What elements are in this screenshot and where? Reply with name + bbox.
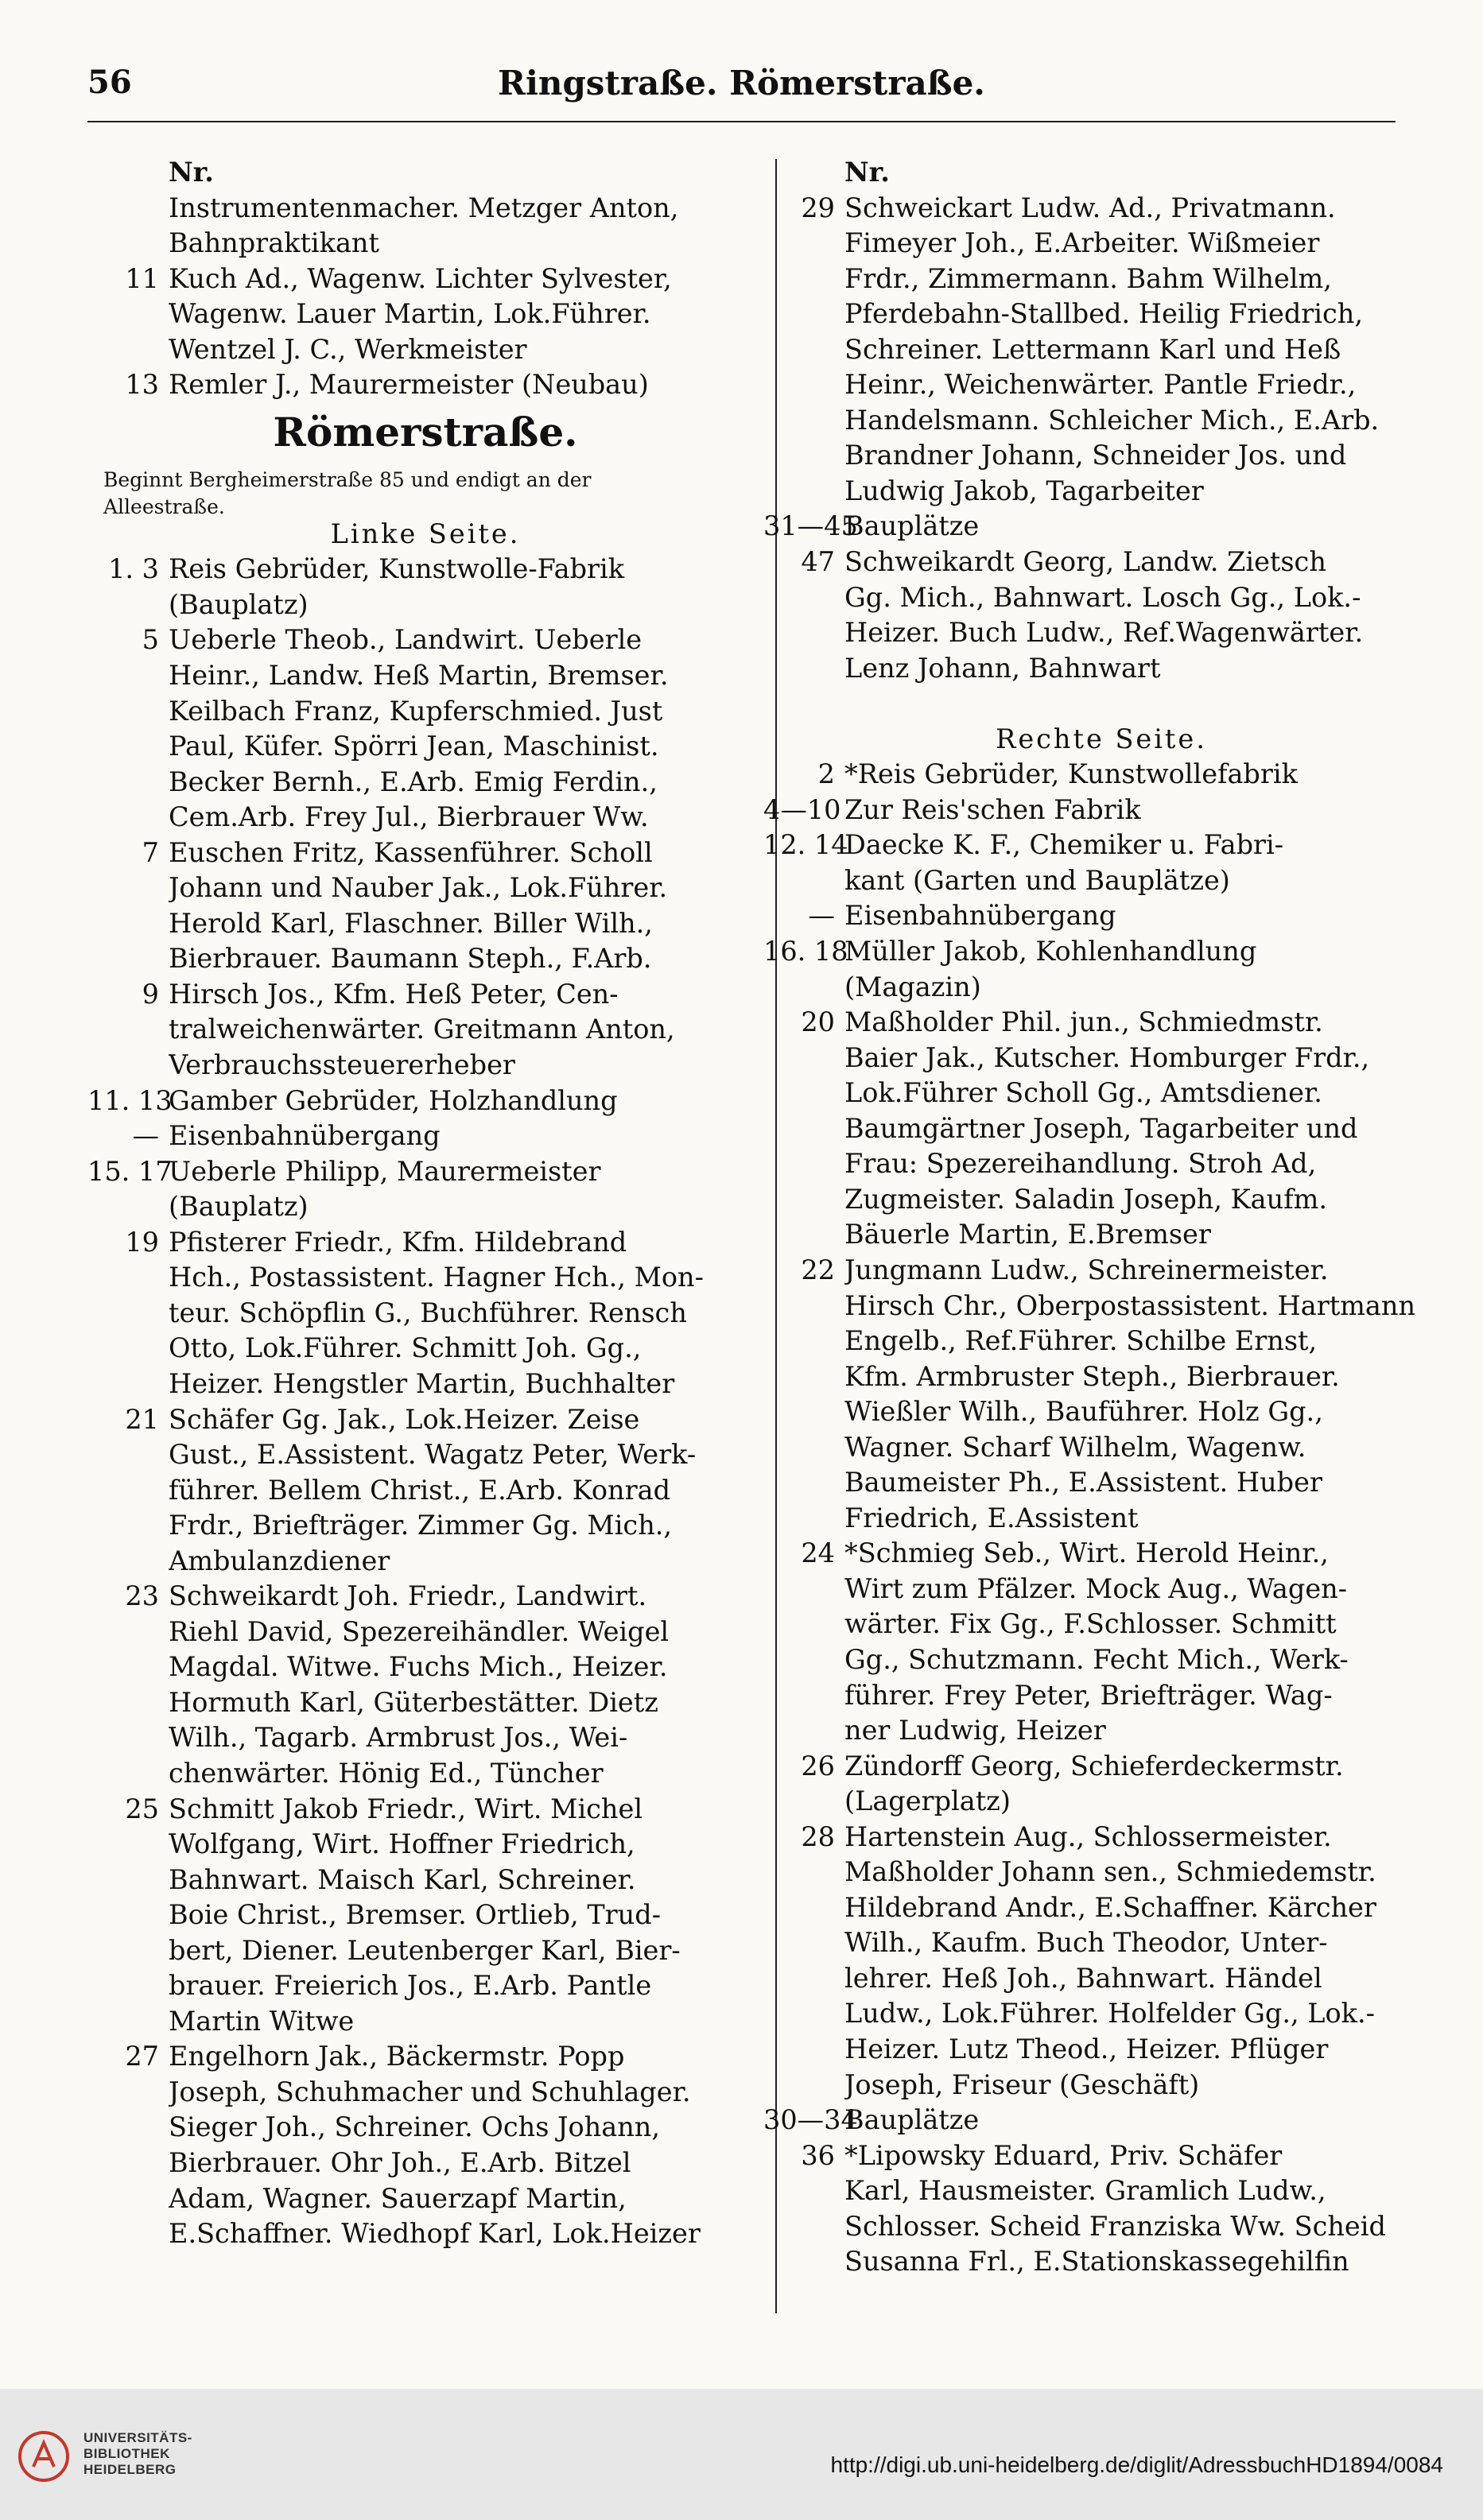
entry-text: Keilbach Franz, Kupferschmied. Just xyxy=(169,695,663,727)
directory-line xyxy=(763,332,1439,368)
entry-text: Ueberle Philipp, Maurermeister xyxy=(169,1155,601,1187)
directory-line xyxy=(763,863,1439,899)
directory-line xyxy=(87,870,763,906)
library-name-line3: HEIDELBERG xyxy=(83,2462,177,2477)
directory-line xyxy=(763,2209,1439,2245)
directory-line xyxy=(87,906,763,942)
side-heading: Rechte Seite. xyxy=(996,723,1207,754)
entry-text: Gg., Schutzmann. Fecht Mich., Werk- xyxy=(844,1643,1349,1675)
directory-line xyxy=(763,1607,1439,1642)
entry-text: Otto, Lok.Führer. Schmitt Joh. Gg., xyxy=(169,1332,642,1364)
entry-text: Eisenbahnübergang xyxy=(844,900,1116,932)
house-number: 22 xyxy=(801,1254,835,1285)
entry-text: Johann und Nauber Jak., Lok.Führer. xyxy=(169,872,668,904)
directory-line xyxy=(763,1925,1439,1961)
entry-text: Fimeyer Joh., E.Arbeiter. Wißmeier xyxy=(844,227,1320,259)
source-url-link[interactable]: http://digi.ub.uni-heidelberg.de/diglit/AdressbuchHD1894/0084 xyxy=(830,2452,1443,2477)
directory-line xyxy=(87,2004,763,2040)
entry-text: Hormuth Karl, Güterbestätter. Dietz xyxy=(169,1686,658,1718)
house-number: 20 xyxy=(801,1006,835,1038)
entry-text: Nr. xyxy=(844,157,890,188)
entry-text: Boie Christ., Bremser. Ortlieb, Trud- xyxy=(169,1899,662,1931)
directory-line xyxy=(763,1430,1439,1466)
directory-line xyxy=(87,765,763,801)
university-seal-icon xyxy=(16,2429,72,2484)
directory-line xyxy=(87,729,763,765)
directory-line xyxy=(87,1118,763,1154)
entry-text: Bauplätze xyxy=(844,510,980,542)
house-number: 30—34 xyxy=(763,2104,858,2136)
entry-text: Wirt zum Pfälzer. Mock Aug., Wagen- xyxy=(844,1572,1348,1604)
directory-line xyxy=(87,2216,763,2252)
entry-text: Remler J., Maurermeister (Neubau) xyxy=(169,369,649,401)
entry-text: (Magazin) xyxy=(844,971,981,1002)
directory-line xyxy=(87,1827,763,1863)
directory-line xyxy=(87,1579,763,1615)
entry-text: Zündorff Georg, Schieferdeckermstr. xyxy=(844,1750,1344,1781)
directory-line xyxy=(763,403,1439,439)
directory-line xyxy=(87,835,763,871)
house-number: 25 xyxy=(125,1793,159,1824)
page-header xyxy=(87,64,1396,111)
directory-line xyxy=(87,226,763,262)
entry-text: bert, Diener. Leutenberger Karl, Bier- xyxy=(169,1934,681,1966)
entry-text: tralweichenwärter. Greitmann Anton, xyxy=(169,1014,675,1045)
directory-line xyxy=(87,1154,763,1190)
entry-text: Ludw., Lok.Führer. Holfelder Gg., Lok.- xyxy=(844,1998,1375,2030)
directory-line xyxy=(763,1572,1439,1607)
entry-text: Eisenbahnübergang xyxy=(169,1120,441,1152)
house-number: 1. 3 xyxy=(108,553,159,585)
entry-text: Frdr., Briefträger. Zimmer Gg. Mich., xyxy=(169,1510,673,1541)
directory-line xyxy=(763,509,1439,545)
house-number: 19 xyxy=(125,1226,159,1258)
house-number: 47 xyxy=(801,546,835,578)
library-name-line1: UNIVERSITÄTS- xyxy=(83,2430,192,2445)
entry-text: Heizer. Buch Ludw., Ref.Wagenwärter. xyxy=(844,617,1364,649)
entry-text: Wießler Wilh., Bauführer. Holz Gg., xyxy=(844,1396,1323,1428)
directory-line xyxy=(763,1855,1439,1890)
directory-line xyxy=(87,694,763,730)
entry-text: Schmitt Jakob Friedr., Wirt. Michel xyxy=(169,1793,643,1824)
directory-line xyxy=(763,1536,1439,1572)
entry-text: Karl, Hausmeister. Gramlich Ludw., xyxy=(844,2175,1326,2207)
directory-line xyxy=(87,1402,763,1438)
entry-text: Hildebrand Andr., E.Schaffner. Kärcher xyxy=(844,1891,1376,1923)
directory-line xyxy=(763,934,1439,970)
directory-line xyxy=(763,2068,1439,2103)
directory-line xyxy=(763,1642,1439,1678)
directory-line xyxy=(87,800,763,835)
entry-text: Verbrauchssteuererheber xyxy=(169,1049,515,1081)
directory-line xyxy=(87,1544,763,1580)
house-number: 26 xyxy=(801,1750,835,1781)
directory-line xyxy=(763,1465,1439,1501)
directory-line xyxy=(763,2103,1439,2138)
directory-line xyxy=(763,1005,1439,1041)
house-number: 5 xyxy=(142,624,159,656)
directory-line xyxy=(763,474,1439,510)
directory-line xyxy=(763,1890,1439,1926)
entry-text: Ambulanzdiener xyxy=(169,1545,390,1576)
directory-line xyxy=(763,1041,1439,1076)
entry-text: Schreiner. Lettermann Karl und Heß xyxy=(844,333,1341,365)
directory-line xyxy=(87,587,763,623)
entry-text: Lok.Führer Scholl Gg., Amtsdiener. xyxy=(844,1077,1322,1109)
directory-line xyxy=(87,1012,763,1048)
directory-line xyxy=(87,1225,763,1261)
entry-text: Wilh., Kaufm. Buch Theodor, Unter- xyxy=(844,1927,1328,1959)
entry-text: Lenz Johann, Bahnwart xyxy=(844,652,1161,684)
entry-text: chenwärter. Hönig Ed., Tüncher xyxy=(169,1757,604,1789)
footer-bar xyxy=(0,2389,1483,2520)
entry-text: Paul, Küfer. Spörri Jean, Maschinist. xyxy=(169,731,659,762)
directory-line xyxy=(763,580,1439,616)
directory-line xyxy=(87,658,763,694)
directory-line xyxy=(87,1720,763,1756)
entry-text: führer. Bellem Christ., E.Arb. Konrad xyxy=(169,1474,671,1506)
entry-text: (Bauplatz) xyxy=(169,1191,309,1223)
house-number: 13 xyxy=(125,369,159,401)
side-heading: Linke Seite. xyxy=(330,518,521,549)
directory-line xyxy=(87,1792,763,1828)
house-number: 28 xyxy=(801,1820,835,1852)
directory-line xyxy=(763,2173,1439,2209)
directory-line xyxy=(763,297,1439,332)
entry-text: Heizer. Lutz Theod., Heizer. Pflüger xyxy=(844,2033,1329,2064)
house-number: 16. 18 xyxy=(763,936,848,967)
directory-line xyxy=(763,191,1439,227)
directory-line xyxy=(763,1217,1439,1253)
directory-line xyxy=(87,1508,763,1544)
entry-text: Susanna Frl., E.Stationskassegehilfin xyxy=(844,2246,1349,2278)
directory-line xyxy=(87,941,763,977)
entry-text: Baumeister Ph., E.Assistent. Huber xyxy=(844,1467,1322,1498)
house-number: 31—45 xyxy=(763,510,858,542)
entry-text: Pfisterer Friedr., Kfm. Hildebrand xyxy=(169,1226,627,1258)
entry-text: führer. Frey Peter, Briefträger. Wag- xyxy=(844,1679,1333,1711)
entry-text: Wagner. Scharf Wilhelm, Wagenw. xyxy=(844,1431,1306,1463)
entry-text: E.Schaffner. Wiedhopf Karl, Lok.Heizer xyxy=(169,2218,701,2250)
left-column xyxy=(87,155,763,2252)
directory-line xyxy=(763,1961,1439,1997)
entry-text: Frau: Spezereihandlung. Stroh Ad, xyxy=(844,1148,1317,1180)
entry-text: Wentzel J. C., Werkmeister xyxy=(169,333,527,365)
directory-line xyxy=(763,828,1439,863)
house-number: 29 xyxy=(801,192,835,223)
entry-text: Riehl David, Spezereihändler. Weigel xyxy=(169,1615,670,1647)
directory-line xyxy=(87,1898,763,1933)
entry-text: (Lagerplatz) xyxy=(844,1785,1011,1817)
entry-text: Daecke K. F., Chemiker u. Fabri- xyxy=(844,829,1284,861)
directory-line xyxy=(763,793,1439,828)
directory-line xyxy=(763,1678,1439,1714)
directory-line xyxy=(763,1289,1439,1324)
directory-line xyxy=(87,1048,763,1084)
entry-text: Hartenstein Aug., Schlossermeister. xyxy=(844,1820,1332,1852)
entry-text: Ueberle Theob., Landwirt. Ueberle xyxy=(169,624,643,656)
entry-text: Maßholder Phil. jun., Schmiedmstr. xyxy=(844,1006,1323,1038)
house-number: — xyxy=(808,900,835,932)
directory-line xyxy=(87,1615,763,1650)
directory-line xyxy=(763,615,1439,651)
header-rule xyxy=(87,121,1396,122)
entry-text: Zugmeister. Saladin Joseph, Kaufm. xyxy=(844,1183,1328,1215)
entry-text: Zur Reis'schen Fabrik xyxy=(844,793,1141,825)
directory-line xyxy=(763,1253,1439,1289)
entry-text: Müller Jakob, Kohlenhandlung xyxy=(844,936,1257,967)
house-number: 4—10 xyxy=(763,793,841,825)
directory-line xyxy=(763,1784,1439,1820)
street-heading: Römerstraße. xyxy=(273,409,578,456)
entry-text: Nr. xyxy=(169,157,214,188)
directory-line xyxy=(763,1820,1439,1855)
entry-text: Pferdebahn-Stallbed. Heilig Friedrich, xyxy=(844,298,1363,330)
directory-line xyxy=(763,1996,1439,2032)
directory-line xyxy=(763,1713,1439,1749)
entry-text: Herold Karl, Flaschner. Biller Wilh., xyxy=(169,907,653,939)
entry-text: Magdal. Witwe. Fuchs Mich., Heizer. xyxy=(169,1651,668,1683)
directory-line xyxy=(763,1076,1439,1111)
entry-text: Frdr., Zimmermann. Bahm Wilhelm, xyxy=(844,262,1332,294)
entry-text: Wolfgang, Wirt. Hoffner Friedrich, xyxy=(169,1828,635,1860)
entry-text: Baumgärtner Joseph, Tagarbeiter und xyxy=(844,1112,1358,1144)
entry-text: Reis Gebrüder, Kunstwolle-Fabrik xyxy=(169,553,625,585)
entry-text: Euschen Fritz, Kassenführer. Scholl xyxy=(169,836,653,868)
entry-text: kant (Garten und Bauplätze) xyxy=(844,864,1230,896)
directory-line xyxy=(87,1933,763,1969)
entry-text: (Bauplatz) xyxy=(169,588,309,620)
directory-line xyxy=(763,262,1439,297)
entry-text: Martin Witwe xyxy=(169,2005,355,2037)
entry-text: Schlosser. Scheid Franziska Ww. Scheid xyxy=(844,2210,1386,2242)
entry-text: Maßholder Johann sen., Schmiedemstr. xyxy=(844,1856,1376,1888)
directory-line xyxy=(763,1324,1439,1359)
directory-line xyxy=(87,332,763,368)
entry-text: Baier Jak., Kutscher. Homburger Frdr., xyxy=(844,1041,1370,1073)
entry-text: Heinr., Weichenwärter. Pantle Friedr., xyxy=(844,369,1357,401)
house-number: 9 xyxy=(142,978,159,1010)
entry-text: Bauplätze xyxy=(844,2104,980,2136)
entry-text: Kuch Ad., Wagenw. Lichter Sylvester, xyxy=(169,262,672,294)
entry-text: Bahnwart. Maisch Karl, Schreiner. xyxy=(169,1863,636,1895)
entry-text: Instrumentenmacher. Metzger Anton, xyxy=(169,192,679,223)
directory-line xyxy=(87,1756,763,1792)
directory-line xyxy=(87,2110,763,2146)
directory-line xyxy=(87,367,763,403)
entry-text: Kfm. Armbruster Steph., Bierbrauer. xyxy=(844,1360,1340,1392)
directory-line xyxy=(763,1111,1439,1147)
entry-text: Schweickart Ludw. Ad., Privatmann. xyxy=(844,192,1336,223)
directory-line xyxy=(763,367,1439,403)
page-number: 56 xyxy=(87,64,132,101)
directory-line xyxy=(763,2244,1439,2280)
directory-line xyxy=(763,1501,1439,1537)
house-number: 12. 14 xyxy=(763,829,848,861)
blank-line xyxy=(763,686,1439,722)
entry-text: Hirsch Jos., Kfm. Heß Peter, Cen- xyxy=(169,978,619,1010)
directory-line xyxy=(763,757,1439,793)
entry-text: *Lipowsky Eduard, Priv. Schäfer xyxy=(844,2139,1283,2171)
street-description: Beginnt Bergheimerstraße 85 und endigt an der xyxy=(103,467,592,491)
directory-line xyxy=(87,297,763,332)
entry-text: Joseph, Friseur (Geschäft) xyxy=(844,2068,1200,2100)
entry-text: teur. Schöpflin G., Buchführer. Rensch xyxy=(169,1297,687,1328)
entry-text: Hirsch Chr., Oberpostassistent. Hartmann xyxy=(844,1289,1416,1321)
house-number: 27 xyxy=(125,2041,159,2072)
directory-line xyxy=(87,2075,763,2111)
directory-line xyxy=(87,191,763,227)
house-number: 2 xyxy=(817,758,835,790)
directory-line xyxy=(87,1331,763,1367)
house-number: 21 xyxy=(125,1403,159,1435)
directory-line xyxy=(763,1146,1439,1182)
entry-text: Bahnpraktikant xyxy=(169,227,379,259)
entry-text: Cem.Arb. Frey Jul., Bierbrauer Ww. xyxy=(169,801,649,833)
running-title: Ringstraße. Römerstraße. xyxy=(498,64,985,103)
entry-text: *Reis Gebrüder, Kunstwollefabrik xyxy=(844,758,1298,790)
number-label xyxy=(763,155,1439,191)
entry-text: Ludwig Jakob, Tagarbeiter xyxy=(844,475,1204,506)
entry-text: Friedrich, E.Assistent xyxy=(844,1502,1139,1533)
directory-line xyxy=(763,438,1439,474)
directory-line xyxy=(763,1359,1439,1395)
entry-text: wärter. Fix Gg., F.Schlosser. Schmitt xyxy=(844,1608,1337,1640)
directory-line xyxy=(763,651,1439,687)
entry-text: Schweikardt Georg, Landw. Zietsch xyxy=(844,546,1326,578)
directory-line xyxy=(87,262,763,297)
directory-line xyxy=(87,622,763,658)
directory-line xyxy=(87,977,763,1013)
entry-text: lehrer. Heß Joh., Bahnwart. Händel xyxy=(844,1962,1322,1994)
house-number: 11. 13 xyxy=(87,1084,173,1116)
directory-line xyxy=(87,1084,763,1119)
directory-line xyxy=(763,1749,1439,1785)
house-number: 36 xyxy=(801,2139,835,2171)
directory-line xyxy=(763,545,1439,580)
directory-line xyxy=(87,2039,763,2075)
entry-text: Gust., E.Assistent. Wagatz Peter, Werk- xyxy=(169,1439,697,1471)
entry-text: ner Ludwig, Heizer xyxy=(844,1715,1106,1747)
entry-text: Jungmann Ludw., Schreinermeister. xyxy=(844,1254,1329,1285)
entry-text: Schäfer Gg. Jak., Lok.Heizer. Zeise xyxy=(169,1403,640,1435)
directory-line xyxy=(87,2181,763,2217)
house-number: — xyxy=(132,1120,159,1152)
directory-line xyxy=(763,1182,1439,1218)
entry-text: Bierbrauer. Baumann Steph., F.Arb. xyxy=(169,943,652,975)
directory-line xyxy=(87,1650,763,1685)
number-label xyxy=(87,155,763,191)
entry-text: Engelb., Ref.Führer. Schilbe Ernst, xyxy=(844,1325,1318,1357)
entry-text: Wilh., Tagarb. Armbrust Jos., Wei- xyxy=(169,1722,628,1754)
directory-line xyxy=(87,552,763,587)
directory-line xyxy=(763,2032,1439,2068)
entry-text: brauer. Freierich Jos., E.Arb. Pantle xyxy=(169,1970,652,2002)
entry-text: Handelsmann. Schleicher Mich., E.Arb. xyxy=(844,404,1380,436)
entry-text: Brandner Johann, Schneider Jos. und xyxy=(844,440,1347,471)
directory-line xyxy=(87,1437,763,1473)
directory-line xyxy=(87,1189,763,1225)
directory-line xyxy=(87,1863,763,1898)
entry-text: Bierbrauer. Ohr Joh., E.Arb. Bitzel xyxy=(169,2146,631,2178)
directory-line xyxy=(763,2138,1439,2174)
entry-text: Heizer. Hengstler Martin, Buchhalter xyxy=(169,1367,675,1399)
directory-line xyxy=(87,1260,763,1296)
directory-line xyxy=(87,2146,763,2181)
directory-line xyxy=(87,1473,763,1509)
directory-line xyxy=(87,1367,763,1402)
entry-text: Gamber Gebrüder, Holzhandlung xyxy=(169,1084,618,1116)
street-description: Alleestraße. xyxy=(103,494,225,518)
directory-line xyxy=(763,1394,1439,1430)
house-number: 23 xyxy=(125,1580,159,1612)
entry-text: Gg. Mich., Bahnwart. Losch Gg., Lok.- xyxy=(844,581,1361,613)
house-number: 24 xyxy=(801,1537,835,1569)
directory-line xyxy=(87,1685,763,1721)
entry-text: Schweikardt Joh. Friedr., Landwirt. xyxy=(169,1580,647,1612)
directory-line xyxy=(763,898,1439,934)
entry-text: Adam, Wagner. Sauerzapf Martin, xyxy=(169,2182,627,2214)
house-number: 15. 17 xyxy=(87,1155,173,1187)
house-number: 7 xyxy=(142,836,159,868)
library-name xyxy=(83,2430,192,2478)
directory-line xyxy=(763,970,1439,1006)
entry-text: Wagenw. Lauer Martin, Lok.Führer. xyxy=(169,298,651,330)
library-name-line2: BIBLIOTHEK xyxy=(83,2446,170,2461)
entry-text: Bäuerle Martin, E.Bremser xyxy=(844,1219,1211,1250)
entry-text: Becker Bernh., E.Arb. Emig Ferdin., xyxy=(169,766,658,797)
entry-text: Sieger Joh., Schreiner. Ochs Johann, xyxy=(169,2111,660,2143)
entry-text: *Schmieg Seb., Wirt. Herold Heinr., xyxy=(844,1537,1329,1569)
entry-text: Engelhorn Jak., Bäckermstr. Popp xyxy=(169,2041,625,2072)
entry-text: Hch., Postassistent. Hagner Hch., Mon- xyxy=(169,1262,704,1293)
directory-line xyxy=(87,1296,763,1332)
right-column xyxy=(763,155,1439,2280)
entry-text: Joseph, Schuhmacher und Schuhlager. xyxy=(169,2076,691,2107)
directory-line xyxy=(763,226,1439,262)
directory-line xyxy=(87,1968,763,2004)
house-number: 11 xyxy=(125,262,159,294)
entry-text: Heinr., Landw. Heß Martin, Bremser. xyxy=(169,660,669,692)
